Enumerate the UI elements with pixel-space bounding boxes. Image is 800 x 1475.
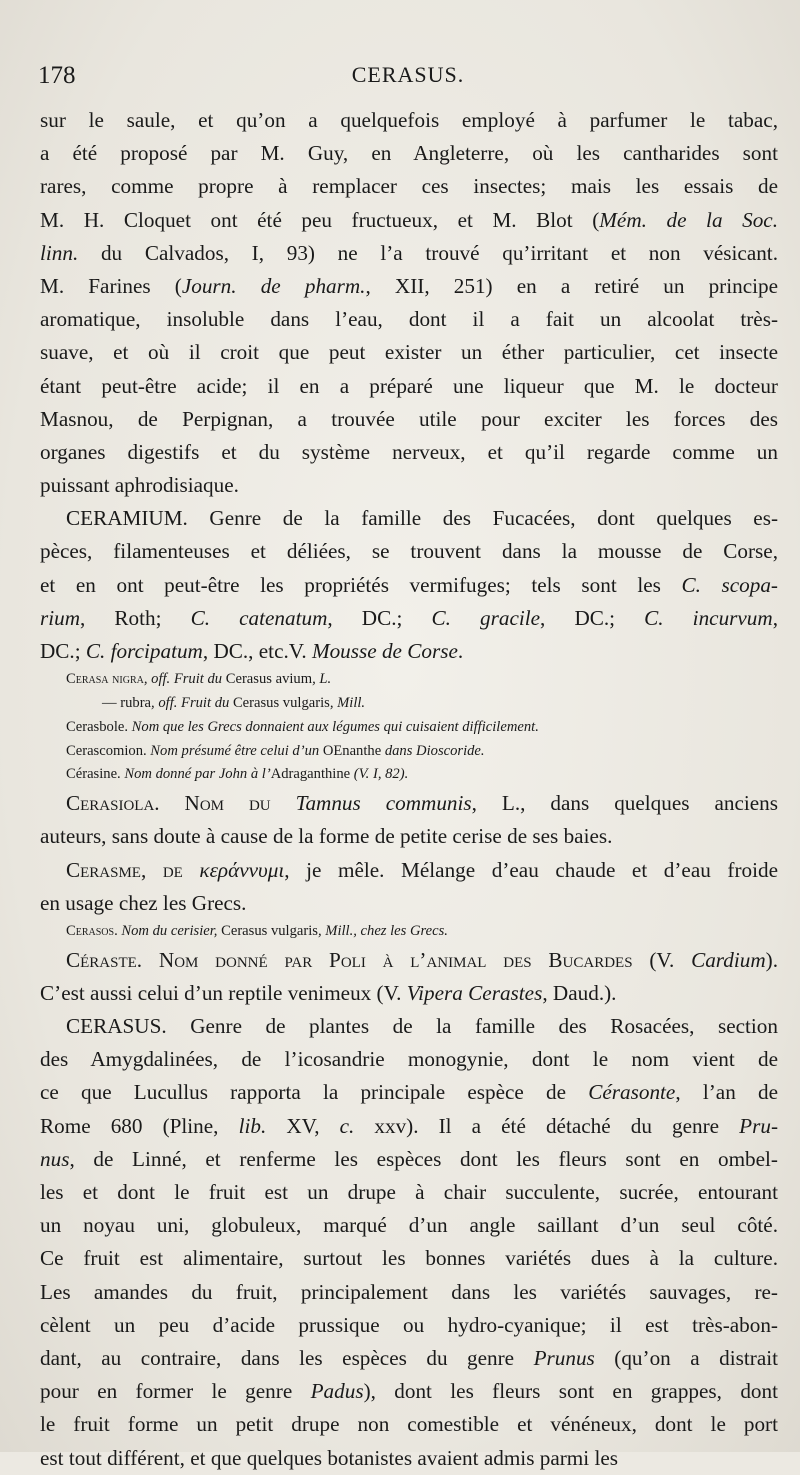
text-line: [40, 303, 778, 336]
text-run: Cerasus vulgaris: [232, 694, 330, 711]
text-line: [40, 1342, 778, 1375]
entry-cerasme: [40, 854, 778, 920]
text-run: DC.;: [40, 639, 86, 663]
italic-run: Nom du cerisier,: [117, 922, 222, 939]
text-run: Ce fruit est alimentaire, surtout les bonnes variétés dues à la culture.: [40, 1246, 778, 1271]
text-run: des Amygdalinées, de l’icosandrie monogynie, dont le nom vient de: [40, 1047, 778, 1072]
text-line: [40, 887, 778, 920]
text-run: est tout différent, et que quelques botanistes avaient admis parmi les: [40, 1445, 618, 1470]
page-number: 178: [38, 62, 76, 89]
text-run: suave, et où il croit que peut exister un éther particulier, cet insecte: [40, 340, 778, 365]
text-run: , DC., etc.V.: [202, 639, 312, 663]
entry-cerasus: [40, 1010, 778, 1475]
text-run: , L., dans quelques anciens: [471, 791, 778, 816]
text-run: cèlent un peu d’acide prussique ou hydro-cyanique; il est très-abon-: [40, 1312, 778, 1337]
text-line: [40, 944, 778, 977]
italic-run: Pru-: [739, 1113, 778, 1138]
text-run: le fruit forme un petit drupe non comestible et vénéneux, dont le port: [40, 1412, 778, 1437]
text-line: [40, 635, 778, 668]
text-run: sur le saule, et qu’on a quelquefois employé à parfumer le tabac,: [40, 108, 778, 132]
italic-run: , Mill., chez les Grecs.: [317, 922, 448, 939]
text-line: [40, 1375, 778, 1408]
text-run: auteurs, sans doute à cause de la forme de petite cerise de ses baies.: [40, 824, 613, 849]
text-line: [40, 668, 778, 692]
text-run: , de Linné, et renferme les espèces dont les fleurs sont en ombel-: [69, 1146, 778, 1171]
text-line: [40, 104, 778, 137]
text-line: [40, 1176, 778, 1209]
text-run: dant, au contraire, dans les espèces du genre: [40, 1345, 534, 1370]
italic-run: rium: [40, 605, 81, 630]
text-run: et en ont peut-être les propriétés vermifuges; tels sont les: [40, 572, 682, 597]
text-run: Adraganthine: [270, 766, 351, 783]
text-run: Cerascomion.: [66, 742, 147, 759]
text-line: [40, 469, 778, 502]
italic-run: Prunus: [533, 1345, 595, 1370]
text-line: [40, 1076, 778, 1109]
text-line: [40, 170, 778, 203]
text-run: — rubra: [102, 694, 152, 711]
text-run: M. H. Cloquet ont été peu fructueux, et M. Blot (: [40, 207, 600, 232]
italic-run: Cérasonte: [588, 1080, 676, 1105]
text-line: [40, 977, 778, 1010]
text-run: , Roth;: [80, 605, 191, 630]
text-run: pèces, filamenteuses et déliées, se trouvent dans la mousse de Corse,: [40, 539, 778, 564]
italic-run: (V. I, 82).: [350, 766, 409, 783]
page-header: [38, 62, 778, 96]
text-run: CERASUS. Genre de plantes de la famille des Rosacées, section: [66, 1014, 778, 1039]
text-run: Rome 680 (Pline,: [40, 1113, 239, 1138]
text-line: [40, 403, 778, 436]
small-entries-group-1: [40, 668, 778, 787]
text-line: [40, 602, 778, 635]
entry-ceraste: [40, 944, 778, 1010]
text-line: [40, 1209, 778, 1242]
italic-run: Cardium: [691, 947, 766, 972]
text-run: un noyau uni, globuleux, marqué d’un angle saillant d’un seul côté.: [40, 1213, 778, 1238]
text-run: pour en former le genre: [40, 1379, 311, 1404]
text-run: Cerasiola. Nom du: [66, 791, 296, 816]
text-run: ), dont les fleurs sont en grappes, dont: [363, 1379, 778, 1404]
text-line: [40, 716, 778, 740]
text-line: [40, 920, 778, 944]
text-line: [40, 336, 778, 369]
text-run: CERAMIUM. Genre de la famille des Fucacées, dont quelques es-: [66, 506, 778, 531]
text-line: [40, 370, 778, 403]
italic-run: Mém. de la Soc.: [599, 207, 778, 232]
paragraph-continuation: [40, 104, 778, 502]
italic-run: , L.: [312, 671, 332, 688]
text-line: [40, 1043, 778, 1076]
text-run: du Calvados, I, 93) ne l’a trouvé qu’irritant et non vésicant.: [78, 240, 778, 265]
text-run: , DC.;: [540, 605, 645, 630]
text-line: [40, 1276, 778, 1309]
text-run: Cerasme, de: [66, 857, 200, 882]
text-run: Cérasine.: [66, 766, 121, 783]
text-run: , XII, 251) en a retiré un principe: [365, 273, 778, 298]
text-run: Cerasa nigra: [66, 671, 144, 688]
entry-ceramium: [40, 502, 778, 668]
text-line: [40, 740, 778, 764]
italic-run: Nom que les Grecs donnaient aux légumes qui cuisaient difficilement.: [128, 718, 539, 735]
text-line: [40, 787, 778, 820]
text-run: aromatique, insoluble dans l’eau, dont il a fait un alcoolat très-: [40, 307, 778, 332]
text-run: Cerasus avium: [225, 671, 313, 688]
text-run: rares, comme propre à remplacer ces insectes; mais les essais de: [40, 174, 778, 199]
text-run: étant peut-être acide; il en a préparé une liqueur que M. le docteur: [40, 373, 778, 398]
text-line: [40, 204, 778, 237]
italic-run: C. forcipatum: [85, 639, 203, 663]
italic-run: Vipera Cerastes: [406, 980, 543, 1005]
text-run: XV,: [266, 1113, 340, 1138]
text-run: , DC.;: [327, 605, 432, 630]
italic-run: C. gracile: [431, 605, 541, 630]
italic-run: Tamnus communis: [295, 791, 472, 816]
text-line: [40, 237, 778, 270]
text-line: [40, 763, 778, 787]
text-run: OEnanthe: [322, 742, 382, 759]
italic-run: linn.: [40, 240, 79, 265]
italic-run: lib.: [238, 1113, 267, 1138]
italic-run: C. incurvum: [644, 605, 773, 630]
text-line: [40, 820, 778, 853]
text-line: [40, 436, 778, 469]
italic-run: Padus: [310, 1379, 364, 1404]
text-line: [40, 692, 778, 716]
text-run: a été proposé par M. Guy, en Angleterre, où les cantharides sont: [40, 141, 778, 166]
text-line: [40, 1143, 778, 1176]
text-run: en usage chez les Grecs.: [40, 890, 247, 915]
text-run: C’est aussi celui d’un reptile venimeux (V.: [40, 980, 407, 1005]
running-title: CERASUS.: [351, 62, 465, 87]
text-line: [40, 854, 778, 887]
body-text: [40, 104, 778, 1475]
text-run: Cerasos.: [66, 922, 118, 939]
italic-run: C. scopa-: [681, 572, 778, 597]
text-run: , je mêle. Mélange d’eau chaude et d’eau froide: [284, 857, 778, 882]
text-run: ,: [772, 605, 778, 630]
text-run: Masnou, de Perpignan, a trouvée utile pour exciter les forces des: [40, 406, 778, 431]
text-run: Céraste. Nom donné par Poli à l’animal des Bucardes (V.: [66, 947, 692, 972]
italic-run: , Mill.: [329, 694, 366, 711]
text-line: [40, 535, 778, 568]
italic-run: C. catenatum: [190, 605, 328, 630]
italic-run: κεράννυμι: [199, 857, 285, 882]
text-run: Cerasus vulgaris: [221, 922, 318, 939]
italic-run: dans Dioscoride.: [381, 742, 485, 759]
text-line: [40, 502, 778, 535]
text-run: .: [457, 639, 464, 663]
text-line: [40, 1242, 778, 1275]
text-line: [40, 569, 778, 602]
italic-run: Journ. de pharm.: [181, 273, 366, 298]
text-line: [40, 1408, 778, 1441]
text-line: [40, 1442, 778, 1475]
italic-run: Nom présumé être celui d’un: [146, 742, 323, 759]
text-line: [40, 1110, 778, 1143]
text-line: [40, 1010, 778, 1043]
text-run: , Daud.).: [542, 980, 617, 1005]
text-run: ).: [765, 947, 778, 972]
italic-run: , off. Fruit du: [151, 694, 233, 711]
text-run: Cerasbole.: [66, 718, 129, 735]
italic-run: c.: [339, 1113, 355, 1138]
italic-run: nus: [40, 1146, 70, 1171]
text-run: Les amandes du fruit, principalement dans les variétés sauvages, re-: [40, 1279, 778, 1304]
text-run: ce que Lucullus rapporta la principale espèce de: [40, 1080, 589, 1105]
text-run: xxv). Il a été détaché du genre: [354, 1113, 740, 1138]
italic-run: Mousse de Corse: [311, 639, 458, 663]
text-line: [40, 1309, 778, 1342]
small-entries-group-2: [40, 920, 778, 944]
text-run: M. Farines (: [40, 273, 182, 298]
text-line: [40, 270, 778, 303]
text-run: puissant aphrodisiaque.: [40, 473, 239, 498]
text-run: , l’an de: [675, 1080, 778, 1105]
text-run: les et dont le fruit est un drupe à chair succulente, sucrée, entourant: [40, 1180, 778, 1205]
italic-run: Nom donné par John à l’: [120, 766, 271, 783]
italic-run: , off. Fruit du: [143, 671, 226, 688]
text-run: organes digestifs et du système nerveux, et qu’il regarde comme un: [40, 439, 778, 464]
text-line: [40, 137, 778, 170]
text-run: (qu’on a distrait: [594, 1345, 778, 1370]
entry-cerasiola: [40, 787, 778, 853]
